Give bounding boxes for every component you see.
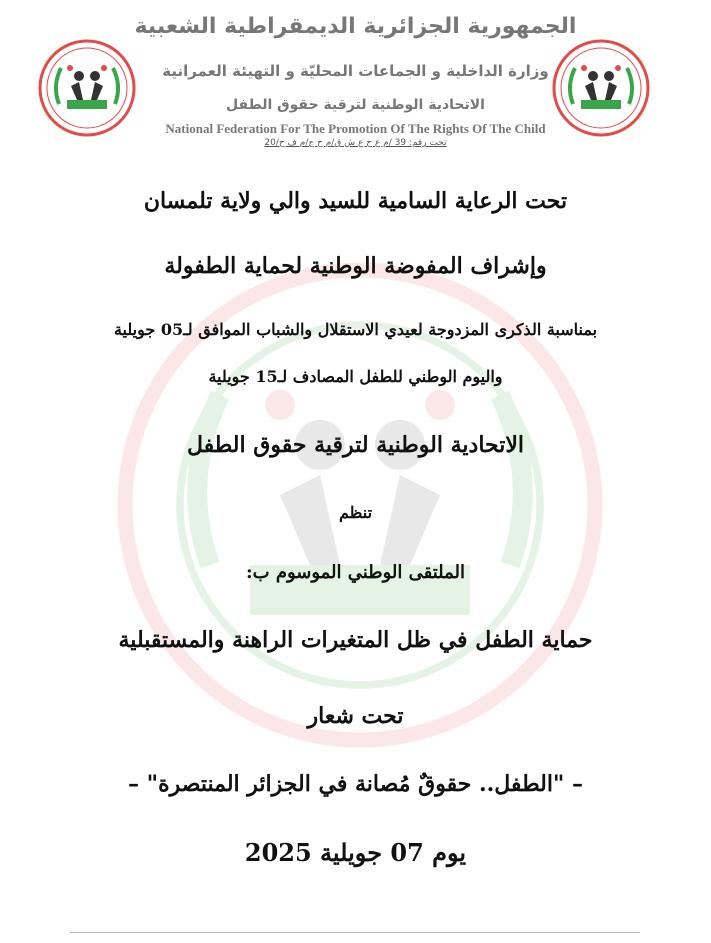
occasion-line-1: بمناسبة الذكرى المزدوجة لعيدي الاستقلال والشباب الموافق لـ05 جويلية [113,320,598,339]
forum-intro-line: الملتقى الوطني الموسوم ب: [245,562,466,583]
organizes-line: تنظم [338,503,373,522]
occasion-line-2: واليوم الوطني للطفل المصادف لـ15 جويلية [208,367,503,386]
supervision-line: وإشراف المفوضة الوطنية لحماية الطفولة [164,253,547,279]
ministry-heading: وزارة الداخلية و الجماعات المحليّة و التهيئة العمرانية [162,62,549,80]
event-date: يوم 07 جويلية 2025 [244,838,467,867]
registration-number: تحت رقم: 39 /م ع ح ع ش ق/م ح ج/م ف ح/20 [264,138,447,148]
republic-heading: الجمهورية الجزائرية الديمقراطية الشعبية [134,14,577,39]
bottom-divider [70,932,640,933]
slogan-line: – "الطفل.. حقوقٌ مُصانة في الجزائر المنتصرة" – [127,771,584,797]
federation-name-arabic: الاتحادية الوطنية لترقية حقوق الطفل [226,97,485,113]
organizer-line: الاتحادية الوطنية لترقية حقوق الطفل [186,432,525,458]
forum-title: حماية الطفل في ظل المتغيرات الراهنة والمستقبلية [118,627,593,653]
slogan-intro-line: تحت شعار [307,703,404,729]
patronage-line: تحت الرعاية السامية للسيد والي ولاية تلمسان [143,188,568,214]
federation-name-english: National Federation For The Promotion Of The Rights Of The Child [165,121,546,136]
